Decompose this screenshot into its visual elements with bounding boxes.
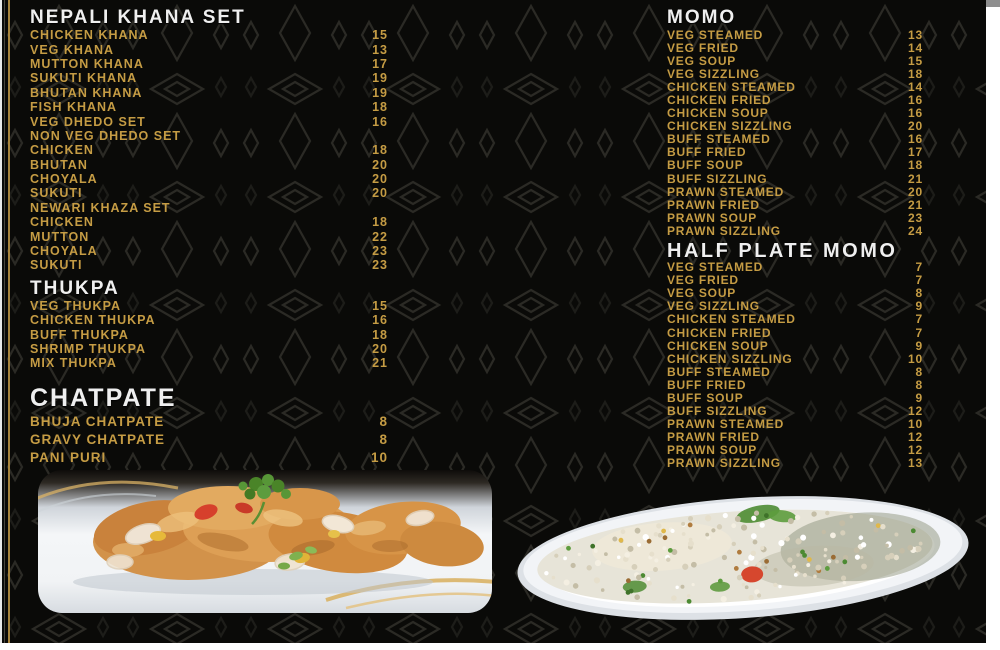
menu-item-price: 18 bbox=[372, 215, 388, 230]
menu-item-name: PRAWN FRIED bbox=[667, 197, 760, 212]
menu-item-price: 24 bbox=[908, 223, 923, 238]
menu-item-name: NEWARI KHAZA SET bbox=[30, 200, 171, 215]
menu-item-row bbox=[30, 229, 388, 243]
section-momo bbox=[667, 8, 923, 238]
menu-item-price: 20 bbox=[372, 157, 388, 172]
menu-item-price: 10 bbox=[370, 450, 388, 466]
menu-item-row bbox=[30, 42, 388, 56]
menu-item-name: CHICKEN SOUP bbox=[667, 106, 769, 121]
menu-item-name: BUFF SOUP bbox=[667, 158, 744, 173]
menu-item-price: 8 bbox=[379, 414, 388, 430]
menu-item-name: CHICKEN SOUP bbox=[667, 338, 769, 353]
menu-item-price: 18 bbox=[372, 100, 388, 115]
menu-item-price: 23 bbox=[372, 244, 388, 259]
menu-item-row bbox=[667, 211, 923, 224]
menu-item-price: 15 bbox=[908, 53, 923, 68]
menu-item-name: BUFF SOUP bbox=[667, 390, 744, 405]
menu-item-name: BUFF FRIED bbox=[667, 377, 747, 392]
menu-item-row bbox=[667, 54, 923, 67]
menu-item-row bbox=[30, 201, 388, 215]
menu-item-name: PRAWN STEAMED bbox=[667, 184, 785, 199]
menu-item-name: FISH KHANA bbox=[30, 100, 118, 115]
menu-item-row bbox=[667, 80, 923, 93]
menu-item-name: CHOYALA bbox=[30, 244, 98, 259]
menu-item-price: 16 bbox=[908, 132, 923, 147]
menu-item-name: BUFF SIZZLING bbox=[667, 404, 768, 419]
menu-item-price: 7 bbox=[915, 312, 923, 327]
menu-item-row bbox=[667, 300, 923, 313]
section-item-list bbox=[30, 28, 388, 273]
menu-item-name: CHICKEN THUKPA bbox=[30, 313, 156, 328]
menu-item-price: 18 bbox=[908, 158, 923, 173]
menu-item-name: MUTTON KHANA bbox=[30, 56, 144, 71]
menu-item-row bbox=[667, 107, 923, 120]
menu-item-row bbox=[667, 287, 923, 300]
menu-item-price: 8 bbox=[915, 364, 923, 379]
menu-item-name: NON VEG DHEDO SET bbox=[30, 128, 182, 143]
menu-item-name: CHICKEN bbox=[30, 215, 94, 230]
menu-item-price: 17 bbox=[908, 145, 923, 160]
left-edge-white-line bbox=[0, 0, 2, 643]
menu-item-price: 22 bbox=[372, 229, 388, 244]
section-title: NEPALI KHANA SET bbox=[30, 7, 246, 28]
menu-item-row bbox=[30, 71, 388, 85]
menu-item-price: 12 bbox=[908, 443, 923, 458]
menu-item-name: CHICKEN FRIED bbox=[667, 325, 772, 340]
fried-rice-plate-photo bbox=[513, 483, 973, 633]
menu-item-row bbox=[667, 224, 923, 237]
menu-item-name: BUFF THUKPA bbox=[30, 327, 129, 342]
menu-item-row bbox=[667, 133, 923, 146]
menu-item-price: 19 bbox=[372, 85, 388, 100]
section-title: MOMO bbox=[667, 7, 737, 28]
menu-item-row bbox=[30, 114, 388, 128]
menu-item-price: 16 bbox=[908, 106, 923, 121]
menu-item-row bbox=[30, 244, 388, 258]
menu-item-price: 8 bbox=[915, 286, 923, 301]
menu-item-row bbox=[667, 185, 923, 198]
menu-item-row bbox=[667, 120, 923, 133]
menu-item-price: 16 bbox=[372, 313, 388, 328]
menu-item-name: VEG DHEDO SET bbox=[30, 114, 146, 129]
menu-item-price: 20 bbox=[372, 186, 388, 201]
menu-item-row bbox=[667, 339, 923, 352]
menu-item-name: PRAWN SOUP bbox=[667, 443, 758, 458]
menu-item-row bbox=[667, 418, 923, 431]
section-title: CHATPATE bbox=[30, 383, 177, 412]
menu-item-row bbox=[30, 449, 388, 467]
section-nepali-khana-set bbox=[30, 8, 388, 273]
menu-item-row bbox=[30, 431, 388, 449]
menu-item-price: 9 bbox=[915, 390, 923, 405]
menu-item-price: 16 bbox=[908, 93, 923, 108]
section-item-list bbox=[30, 299, 388, 371]
menu-item-row bbox=[30, 313, 388, 327]
menu-item-row bbox=[30, 299, 388, 313]
menu-item-row bbox=[667, 391, 923, 404]
menu-item-row bbox=[30, 215, 388, 229]
menu-item-name: CHICKEN STEAMED bbox=[667, 312, 796, 327]
menu-item-row bbox=[667, 198, 923, 211]
menu-item-price: 20 bbox=[372, 342, 388, 356]
menu-item-name: CHOYALA bbox=[30, 172, 98, 187]
menu-item-row bbox=[667, 457, 923, 470]
menu-item-row bbox=[30, 342, 388, 356]
menu-item-row bbox=[667, 67, 923, 80]
menu-item-name: PRAWN SOUP bbox=[667, 210, 758, 225]
menu-item-name: BHUTAN KHANA bbox=[30, 85, 143, 100]
menu-item-name: CHICKEN SIZZLING bbox=[667, 119, 793, 134]
menu-item-name: PANI PURI bbox=[30, 450, 107, 466]
menu-item-name: SUKUTI KHANA bbox=[30, 71, 138, 86]
menu-item-name: SUKUTI bbox=[30, 258, 83, 273]
menu-item-name: BUFF FRIED bbox=[667, 145, 747, 160]
menu-item-price: 13 bbox=[908, 456, 923, 471]
menu-item-price: 21 bbox=[908, 197, 923, 212]
menu-item-row bbox=[667, 159, 923, 172]
menu-item-row bbox=[667, 274, 923, 287]
menu-item-price: 9 bbox=[915, 338, 923, 353]
menu-item-row bbox=[30, 158, 388, 172]
menu-item-name: PRAWN STEAMED bbox=[667, 417, 785, 432]
menu-item-name: VEG STEAMED bbox=[667, 260, 764, 275]
menu-item-name: BUFF STEAMED bbox=[667, 364, 771, 379]
section-title: HALF PLATE MOMO bbox=[667, 239, 898, 262]
menu-item-price: 9 bbox=[915, 299, 923, 314]
menu-item-row bbox=[30, 143, 388, 157]
menu-item-name: MUTTON bbox=[30, 229, 90, 244]
menu-item-price: 19 bbox=[372, 71, 388, 86]
menu-item-name: MIX THUKPA bbox=[30, 356, 117, 371]
menu-item-row bbox=[30, 129, 388, 143]
menu-item-row bbox=[667, 365, 923, 378]
menu-item-name: VEG SOUP bbox=[667, 286, 737, 301]
menu-item-row bbox=[667, 326, 923, 339]
menu-item-name: VEG FRIED bbox=[667, 40, 739, 55]
menu-item-name: VEG THUKPA bbox=[30, 298, 122, 313]
menu-item-name: PRAWN FRIED bbox=[667, 430, 760, 445]
menu-item-name: PRAWN SIZZLING bbox=[667, 223, 781, 238]
menu-item-price: 10 bbox=[908, 351, 923, 366]
menu-item-price: 20 bbox=[372, 172, 388, 187]
menu-item-price: 15 bbox=[372, 28, 388, 43]
menu-item-row bbox=[30, 57, 388, 71]
menu-item-price: 8 bbox=[379, 432, 388, 448]
menu-item-name: VEG SIZZLING bbox=[667, 66, 760, 81]
menu-item-price: 12 bbox=[908, 430, 923, 445]
left-edge-gold-line bbox=[8, 0, 10, 643]
menu-item-row bbox=[667, 41, 923, 54]
menu-item-price: 23 bbox=[908, 210, 923, 225]
section-title: THUKPA bbox=[30, 277, 120, 299]
section-item-list bbox=[667, 261, 923, 471]
left-edge-faint-line bbox=[4, 0, 5, 643]
menu-item-row bbox=[667, 28, 923, 41]
menu-item-price: 16 bbox=[372, 114, 388, 129]
menu-item-price: 12 bbox=[908, 404, 923, 419]
menu-item-name: CHICKEN SIZZLING bbox=[667, 351, 793, 366]
menu-item-price: 18 bbox=[908, 66, 923, 81]
fried-chicken-dish-photo bbox=[38, 470, 492, 613]
menu-item-row bbox=[30, 413, 388, 431]
section-chatpate bbox=[30, 383, 388, 467]
menu-item-row bbox=[667, 378, 923, 391]
menu-item-price: 18 bbox=[372, 143, 388, 158]
menu-item-price: 21 bbox=[372, 356, 388, 371]
section-item-list bbox=[30, 413, 388, 467]
menu-item-row bbox=[667, 146, 923, 159]
menu-item-name: BHUTAN bbox=[30, 157, 88, 172]
menu-item-price: 14 bbox=[908, 40, 923, 55]
menu-item-row bbox=[667, 431, 923, 444]
menu-item-name: CHICKEN bbox=[30, 143, 94, 158]
section-item-list bbox=[667, 28, 923, 238]
menu-item-row bbox=[667, 93, 923, 106]
menu-item-name: BUFF STEAMED bbox=[667, 132, 771, 147]
menu-item-name: VEG SIZZLING bbox=[667, 299, 760, 314]
menu-item-row bbox=[667, 444, 923, 457]
menu-item-price: 21 bbox=[908, 171, 923, 186]
section-thukpa bbox=[30, 279, 388, 371]
menu-item-row bbox=[30, 356, 388, 370]
menu-item-name: PRAWN SIZZLING bbox=[667, 456, 781, 471]
menu-item-name: CHICKEN STEAMED bbox=[667, 79, 796, 94]
section-half-plate-momo bbox=[667, 241, 923, 471]
menu-column-left bbox=[30, 8, 388, 467]
menu-item-row bbox=[667, 172, 923, 185]
menu-item-row bbox=[30, 28, 388, 42]
menu-item-price: 7 bbox=[915, 325, 923, 340]
top-right-gray-tab bbox=[986, 0, 1000, 7]
menu-item-name: GRAVY CHATPATE bbox=[30, 432, 166, 448]
menu-item-row bbox=[667, 261, 923, 274]
menu-item-row bbox=[30, 172, 388, 186]
menu-item-price: 13 bbox=[372, 42, 388, 57]
menu-item-price: 14 bbox=[908, 79, 923, 94]
menu-item-row bbox=[667, 405, 923, 418]
menu-item-price: 23 bbox=[372, 258, 388, 273]
menu-item-name: VEG FRIED bbox=[667, 273, 739, 288]
menu-item-row bbox=[30, 100, 388, 114]
menu-item-name: VEG SOUP bbox=[667, 53, 737, 68]
menu-item-name: VEG KHANA bbox=[30, 42, 115, 57]
menu-item-row bbox=[30, 327, 388, 341]
menu-item-row bbox=[667, 352, 923, 365]
menu-item-price: 13 bbox=[908, 27, 923, 42]
menu-item-row bbox=[30, 258, 388, 272]
menu-item-name: SHRIMP THUKPA bbox=[30, 342, 147, 356]
menu-item-name: BHUJA CHATPATE bbox=[30, 414, 165, 430]
menu-item-price: 8 bbox=[915, 377, 923, 392]
menu-item-price: 15 bbox=[372, 298, 388, 313]
menu-item-name: CHICKEN KHANA bbox=[30, 28, 149, 43]
menu-column-right bbox=[667, 8, 923, 470]
menu-item-row bbox=[30, 86, 388, 100]
menu-item-price: 7 bbox=[915, 273, 923, 288]
menu-item-price: 20 bbox=[908, 119, 923, 134]
menu-item-name: VEG STEAMED bbox=[667, 27, 764, 42]
menu-item-price: 10 bbox=[908, 417, 923, 432]
menu-item-row bbox=[667, 313, 923, 326]
menu-item-row bbox=[30, 186, 388, 200]
menu-item-name: SUKUTI bbox=[30, 186, 83, 201]
menu-item-name: CHICKEN FRIED bbox=[667, 93, 772, 108]
menu-item-name: BUFF SIZZLING bbox=[667, 171, 768, 186]
menu-item-price: 20 bbox=[908, 184, 923, 199]
menu-item-price: 17 bbox=[372, 56, 388, 71]
menu-item-price: 7 bbox=[915, 260, 923, 275]
menu-item-price: 18 bbox=[372, 327, 388, 342]
